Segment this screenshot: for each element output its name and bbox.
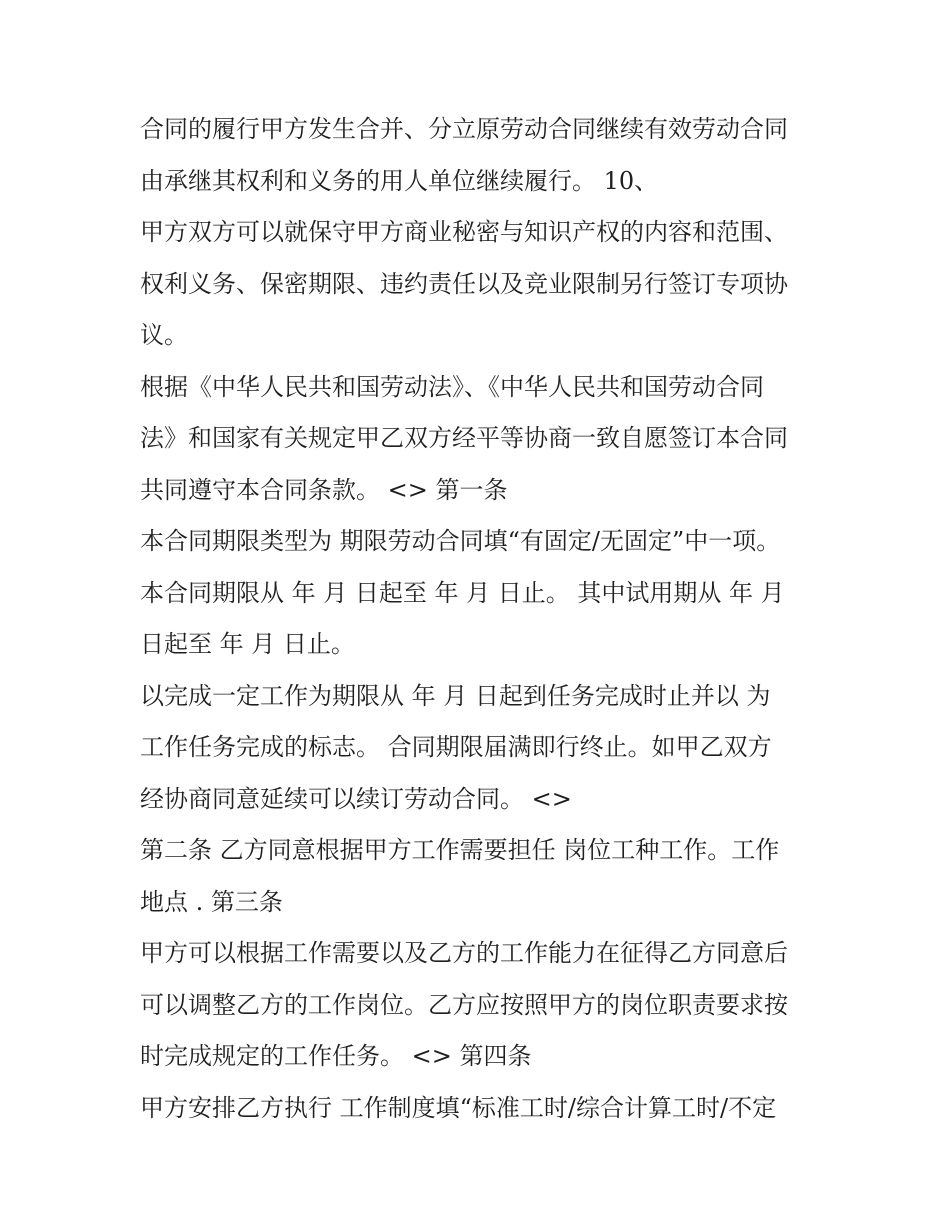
text-line: 甲方安排乙方执行 工作制度填“标准工时/综合计算工时/不定 xyxy=(140,1093,777,1122)
text-line: 以完成一定工作为期限从 年 月 日起到任务完成时止并以 为 xyxy=(140,681,771,710)
text-line: 法》和国家有关规定甲乙双方经平等协商一致自愿签订本合同 xyxy=(140,424,788,452)
text-line: 本合同期限从 年 月 日起至 年 月 日止。 其中试用期从 年 月 xyxy=(140,578,785,607)
contract-text-body xyxy=(140,107,830,1137)
text-line: 由承继其权利和义务的用人单位继续履行。 10、 xyxy=(140,166,659,195)
text-line: 第二条 乙方同意根据甲方工作需要担任 岗位工种工作。工作 xyxy=(140,836,780,864)
text-line: 日起至 年 月 日止。 xyxy=(140,630,355,658)
text-line: 甲方可以根据工作需要以及乙方的工作能力在征得乙方同意后 xyxy=(140,939,788,967)
text-line: 时完成规定的工作任务。 <> 第四条 xyxy=(140,1042,532,1070)
text-line: 合同的履行甲方发生合并、分立原劳动合同继续有效劳动合同 xyxy=(140,115,788,143)
text-line: 地点 . 第三条 xyxy=(140,887,283,916)
text-line: 本合同期限类型为 期限劳动合同填“有固定/无固定”中一项。 xyxy=(140,527,781,555)
text-line: 权利义务、保密期限、违约责任以及竞业限制另行签订专项协 xyxy=(140,269,788,298)
text-line: 根据《中华人民共和国劳动法》、《中华人民共和国劳动合同 xyxy=(140,372,764,401)
text-line: 经协商同意延续可以续订劳动合同。 <> xyxy=(140,784,572,813)
text-line: 共同遵守本合同条款。 <> 第一条 xyxy=(140,475,508,504)
text-line: 可以调整乙方的工作岗位。乙方应按照甲方的岗位职责要求按 xyxy=(140,990,788,1019)
text-line: 工作任务完成的标志。 合同期限届满即行终止。如甲乙双方 xyxy=(140,733,772,761)
text-line: 议。 xyxy=(140,321,188,349)
text-line: 甲方双方可以就保守甲方商业秘密与知识产权的内容和范围、 xyxy=(140,218,788,246)
